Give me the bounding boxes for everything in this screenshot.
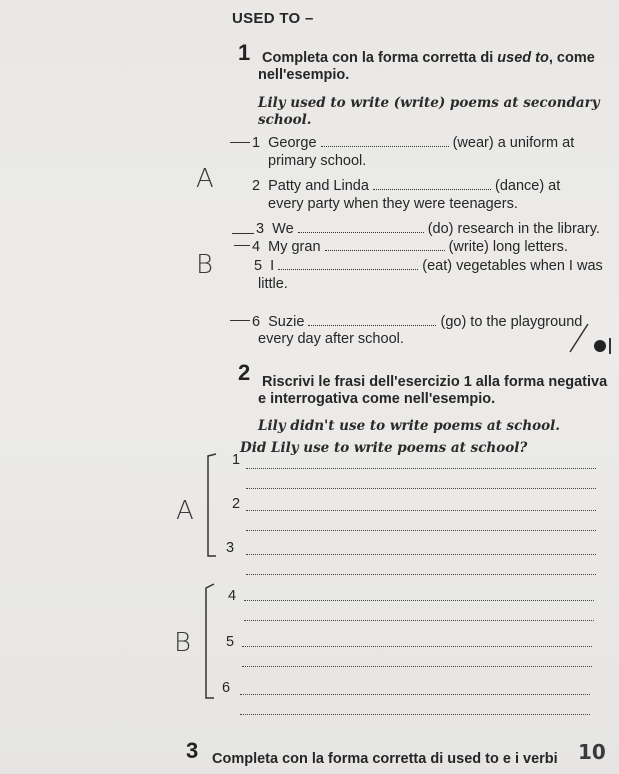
handwritten-group-a-2: A bbox=[176, 496, 194, 526]
answer-line[interactable] bbox=[242, 666, 592, 667]
answer-blank[interactable] bbox=[278, 257, 418, 270]
ex2-item-4-number: 4 bbox=[228, 588, 237, 604]
ex1-item-5: 5 I (eat) vegetables when I was bbox=[254, 258, 603, 274]
group-dash bbox=[232, 233, 254, 234]
bracket-b bbox=[202, 582, 216, 702]
answer-line[interactable] bbox=[246, 468, 596, 469]
exercise-1-example-line2: school. bbox=[258, 112, 312, 128]
handwritten-group-a: A bbox=[196, 164, 214, 194]
handwritten-score: 10 bbox=[578, 740, 606, 764]
answer-line[interactable] bbox=[242, 646, 592, 647]
group-dash bbox=[234, 245, 250, 246]
answer-blank[interactable] bbox=[321, 134, 449, 147]
answer-blank[interactable] bbox=[308, 313, 436, 326]
ex1-item-5-cont: little. bbox=[258, 276, 288, 292]
group-dash bbox=[230, 142, 250, 143]
answer-blank[interactable] bbox=[298, 220, 424, 233]
ex2-item-3-number: 3 bbox=[226, 540, 235, 556]
answer-blank[interactable] bbox=[373, 177, 491, 190]
ex1-item-3: 3 We (do) research in the library. bbox=[256, 221, 600, 237]
answer-line[interactable] bbox=[244, 600, 594, 601]
exercise-3-number: 3 bbox=[186, 738, 199, 763]
exercise-2-example-line2: Did Lily use to write poems at school? bbox=[240, 440, 528, 456]
ex2-item-6-number: 6 bbox=[222, 680, 231, 696]
ex2-item-2-number: 2 bbox=[232, 496, 241, 512]
ex1-item-6: 6 Suzie (go) to the playground bbox=[252, 314, 583, 330]
exercise-1-instruction-line2: nell'esempio. bbox=[258, 67, 350, 83]
ex1-item-2-cont: every party when they were teenagers. bbox=[268, 196, 518, 212]
ex2-item-1-number: 1 bbox=[232, 452, 241, 468]
bracket-a bbox=[204, 452, 218, 560]
answer-line[interactable] bbox=[244, 620, 594, 621]
handwritten-group-b: B bbox=[196, 250, 214, 280]
ex1-item-2: 2 Patty and Linda (dance) at bbox=[252, 178, 561, 194]
group-dash bbox=[230, 320, 250, 321]
answer-line[interactable] bbox=[246, 510, 596, 511]
ex2-item-5-number: 5 bbox=[226, 634, 235, 650]
exercise-2-instruction-line1: Riscrivi le frasi dell'esercizio 1 alla forma negativa bbox=[262, 374, 608, 390]
ex1-item-1-cont: primary school. bbox=[268, 153, 367, 169]
ex1-item-6-cont: every day after school. bbox=[258, 331, 404, 347]
answer-line[interactable] bbox=[246, 488, 596, 489]
page-title: USED TO – bbox=[232, 10, 314, 27]
score-scribble-icon bbox=[566, 318, 616, 360]
answer-line[interactable] bbox=[240, 694, 590, 695]
exercise-2-example-line1: Lily didn't use to write poems at school. bbox=[258, 418, 560, 434]
ex1-item-1: 1 George (wear) a uniform at bbox=[252, 135, 575, 151]
exercise-2-instruction-line2: e interrogativa come nell'esempio. bbox=[258, 391, 496, 407]
exercise-3-instruction: Completa con la forma corretta di used to e i verbi bbox=[212, 751, 558, 767]
exercise-1-instruction-line1: Completa con la forma corretta di used to, come bbox=[262, 50, 595, 66]
answer-blank[interactable] bbox=[325, 238, 445, 251]
answer-line[interactable] bbox=[246, 530, 596, 531]
answer-line[interactable] bbox=[240, 714, 590, 715]
exercise-2-number: 2 bbox=[238, 360, 251, 385]
ex1-item-4: 4 My gran (write) long letters. bbox=[252, 239, 568, 255]
answer-line[interactable] bbox=[246, 554, 596, 555]
handwritten-group-b-2: B bbox=[174, 628, 192, 658]
exercise-1-example-line1: Lily used to write (write) poems at secondary bbox=[258, 95, 600, 111]
answer-line[interactable] bbox=[246, 574, 596, 575]
exercise-1-number: 1 bbox=[238, 40, 251, 65]
